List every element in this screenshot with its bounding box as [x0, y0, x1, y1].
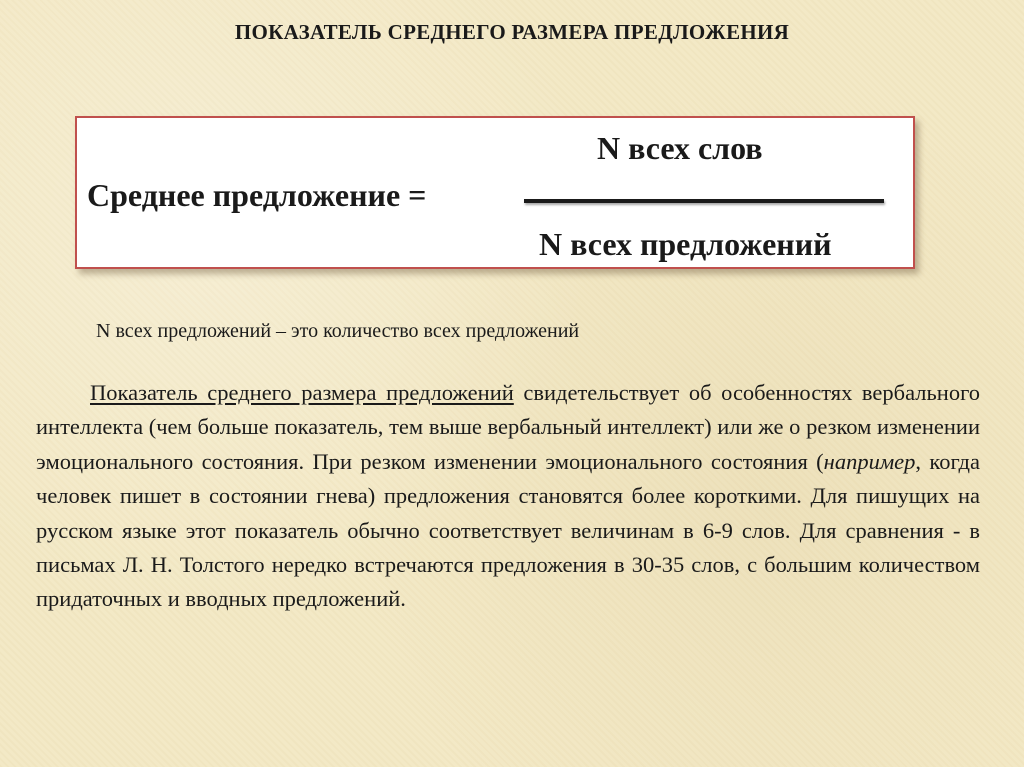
slide-title: ПОКАЗАТЕЛЬ СРЕДНЕГО РАЗМЕРА ПРЕДЛОЖЕНИЯ: [234, 20, 790, 44]
paragraph-text-1: свидетельствует об особенностях вербального интеллекта (чем больше показатель, тем выше вербальный интеллект) или же о резком изменении эмоционального состояния. При резком изменении эмоционального состояния (: [36, 380, 980, 474]
definition-note: N всех предложений – это количество всех предложений: [96, 320, 580, 342]
paragraph-text-2: , когда человек пишет в состоянии гнева) предложения становятся более короткими. Для пишущих на русском языке этот показатель обычно соответствует величинам в 6-9 слов. Для сравнения - в письмах Л. Н. Толстого нередко встречаются предложения в 30-35 слов, с большим количеством придаточных и вводных предложений.: [36, 448, 980, 612]
formula-box: [75, 116, 915, 269]
formula-denominator: N всех предложений: [539, 226, 832, 262]
underlined-term: Показатель среднего размера предложений: [90, 380, 514, 405]
body-paragraph: [36, 376, 980, 617]
formula-left-side: Среднее предложение =: [87, 177, 427, 213]
paragraph-italic: например: [823, 448, 916, 474]
formula-numerator: N всех слов: [597, 130, 763, 166]
fraction-bar: [524, 199, 884, 203]
